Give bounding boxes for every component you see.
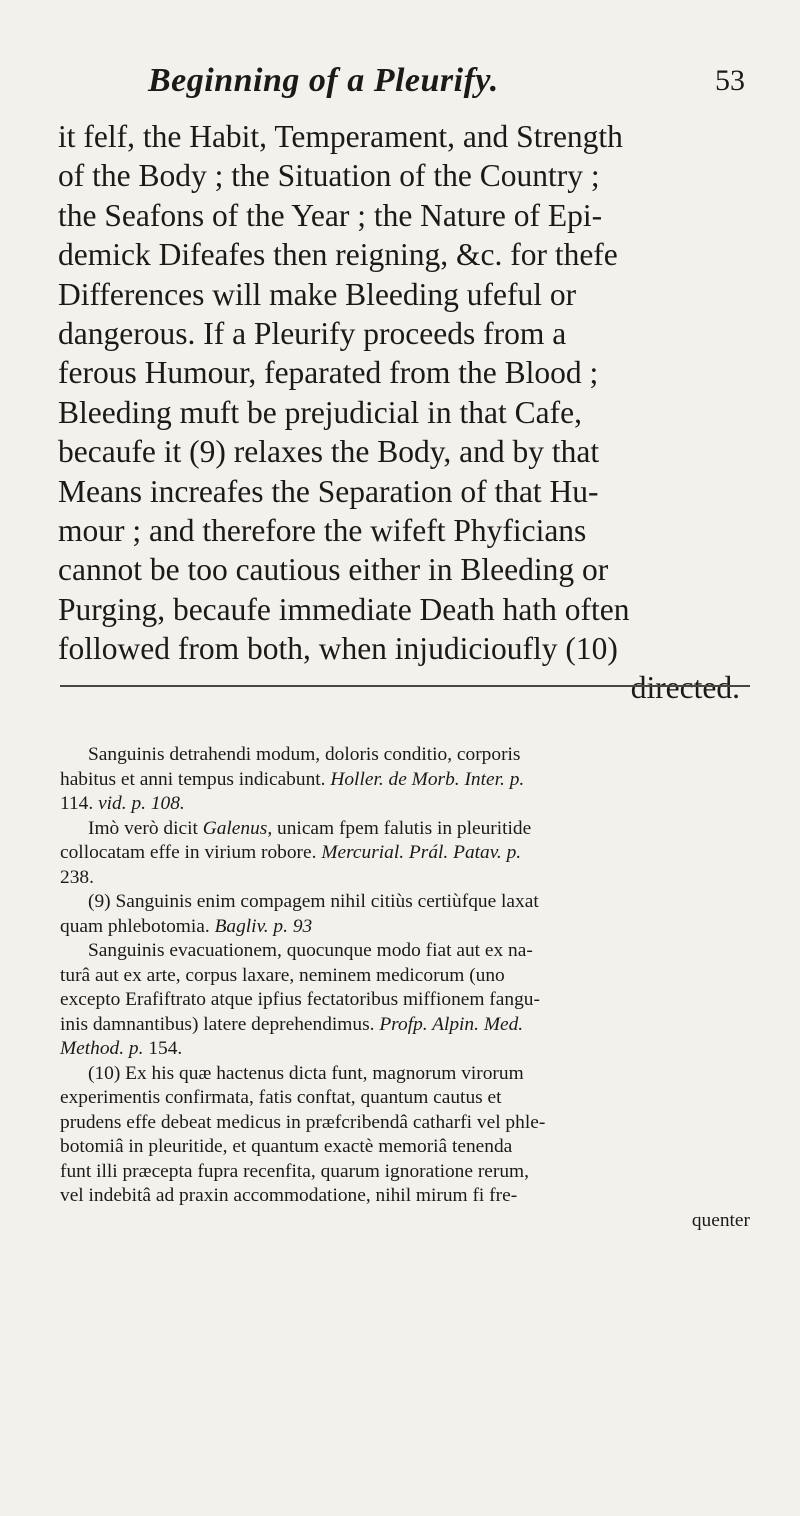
footnote-line: Sanguinis evacuationem, quocunque modo fiat aut ex na- bbox=[88, 940, 533, 961]
footnote-line bbox=[60, 841, 752, 866]
footnote-divider bbox=[60, 685, 750, 687]
footnote-line bbox=[60, 1037, 752, 1062]
citation: vid. p. 108. bbox=[98, 793, 185, 814]
running-title: Beginning of a Pleurify. bbox=[148, 62, 499, 99]
text-line: followed from both, when injudicioufly (10) bbox=[58, 631, 618, 667]
footnote-text: habitus et anni tempus indicabunt. bbox=[60, 768, 326, 790]
footnote-text: collocatam effe in virium robore. bbox=[60, 842, 322, 863]
footnote-line: botomiâ in pleuritide, et quantum exactè memoriâ tenenda bbox=[60, 1136, 513, 1157]
footnote-text: inis damnantibus) latere deprehendimus. bbox=[60, 1013, 380, 1035]
footnote-line: vel indebitâ ad praxin accommodatione, nihil mirum fi fre- bbox=[60, 1185, 518, 1206]
footnote-line: prudens effe debeat medicus in præfcribendâ catharfi vel phle- bbox=[60, 1111, 546, 1133]
footnote-line: experimentis confirmata, fatis conftat, quantum cautus et bbox=[60, 1087, 502, 1108]
text-line: demick Difeafes then reigning, &c. for thefe bbox=[58, 237, 618, 273]
text-line: cannot be too cautious either in Bleeding or bbox=[58, 552, 609, 588]
footnote-line bbox=[60, 817, 752, 842]
page-header bbox=[0, 62, 800, 112]
footnote-line: (10) Ex his quæ hactenus dicta funt, magnorum virorum bbox=[88, 1062, 524, 1084]
page-number: 53 bbox=[715, 64, 745, 97]
main-text bbox=[58, 117, 748, 708]
text-line: the Seafons of the Year ; the Nature of Epi- bbox=[58, 197, 603, 233]
footnote-line: (9) Sanguinis enim compagem nihil citiùs certiùfque laxat bbox=[88, 891, 539, 912]
footnote-line: Sanguinis detrahendi modum, doloris conditio, corporis bbox=[88, 744, 521, 765]
text-line: dangerous. If a Pleurify proceeds from a bbox=[58, 315, 567, 351]
citation: Galenus, bbox=[202, 817, 273, 839]
text-line: it felf, the Habit, Temperament, and Strength bbox=[58, 119, 623, 154]
footnote-text: Imò verò dicit bbox=[88, 817, 203, 839]
text-line: becaufe it (9) relaxes the Body, and by that bbox=[58, 434, 600, 470]
citation: Mercurial. Prál. Patav. p. bbox=[321, 842, 522, 863]
footnote-line: funt illi præcepta fupra recenfita, quarum ignoratione rerum, bbox=[60, 1160, 529, 1182]
text-line: mour ; and therefore the wifeft Phyficians bbox=[58, 512, 587, 548]
footnote-text: unicam fpem falutis in pleuritide bbox=[272, 817, 532, 839]
footnote-line bbox=[60, 792, 752, 817]
text-line: directed. bbox=[630, 670, 740, 706]
footnote-line bbox=[60, 1013, 752, 1038]
citation: Profp. Alpin. Med. bbox=[379, 1013, 524, 1035]
footnote-line bbox=[60, 768, 752, 793]
text-line: Purging, becaufe immediate Death hath often bbox=[58, 591, 630, 627]
citation: Holler. de Morb. Inter. p. bbox=[330, 768, 525, 790]
footnote-text: 114. bbox=[60, 793, 99, 814]
footnote-line: excepto Erafiftrato atque ipfius fectatoribus miffionem fangu- bbox=[60, 989, 540, 1010]
footnote-text: 154. bbox=[143, 1038, 183, 1059]
citation: Method. p. bbox=[60, 1038, 144, 1059]
catchword: quenter bbox=[691, 1209, 750, 1231]
text-line: Differences will make Bleeding ufeful or bbox=[58, 276, 577, 312]
citation: Bagliv. p. 93 bbox=[214, 915, 313, 937]
text-line: Bleeding muft be prejudicial in that Cafe, bbox=[58, 394, 582, 430]
footnote-line: 238. bbox=[60, 866, 94, 888]
footnote-text: quam phlebotomia. bbox=[60, 915, 215, 937]
text-line: Means increafes the Separation of that Hu- bbox=[58, 473, 599, 509]
text-line: ferous Humour, feparated from the Blood ; bbox=[58, 355, 599, 391]
footnote-line bbox=[60, 915, 752, 940]
footnote-line: turâ aut ex arte, corpus laxare, neminem medicorum (uno bbox=[60, 964, 505, 986]
text-line: of the Body ; the Situation of the Country ; bbox=[58, 158, 600, 194]
footnotes bbox=[60, 743, 752, 1233]
